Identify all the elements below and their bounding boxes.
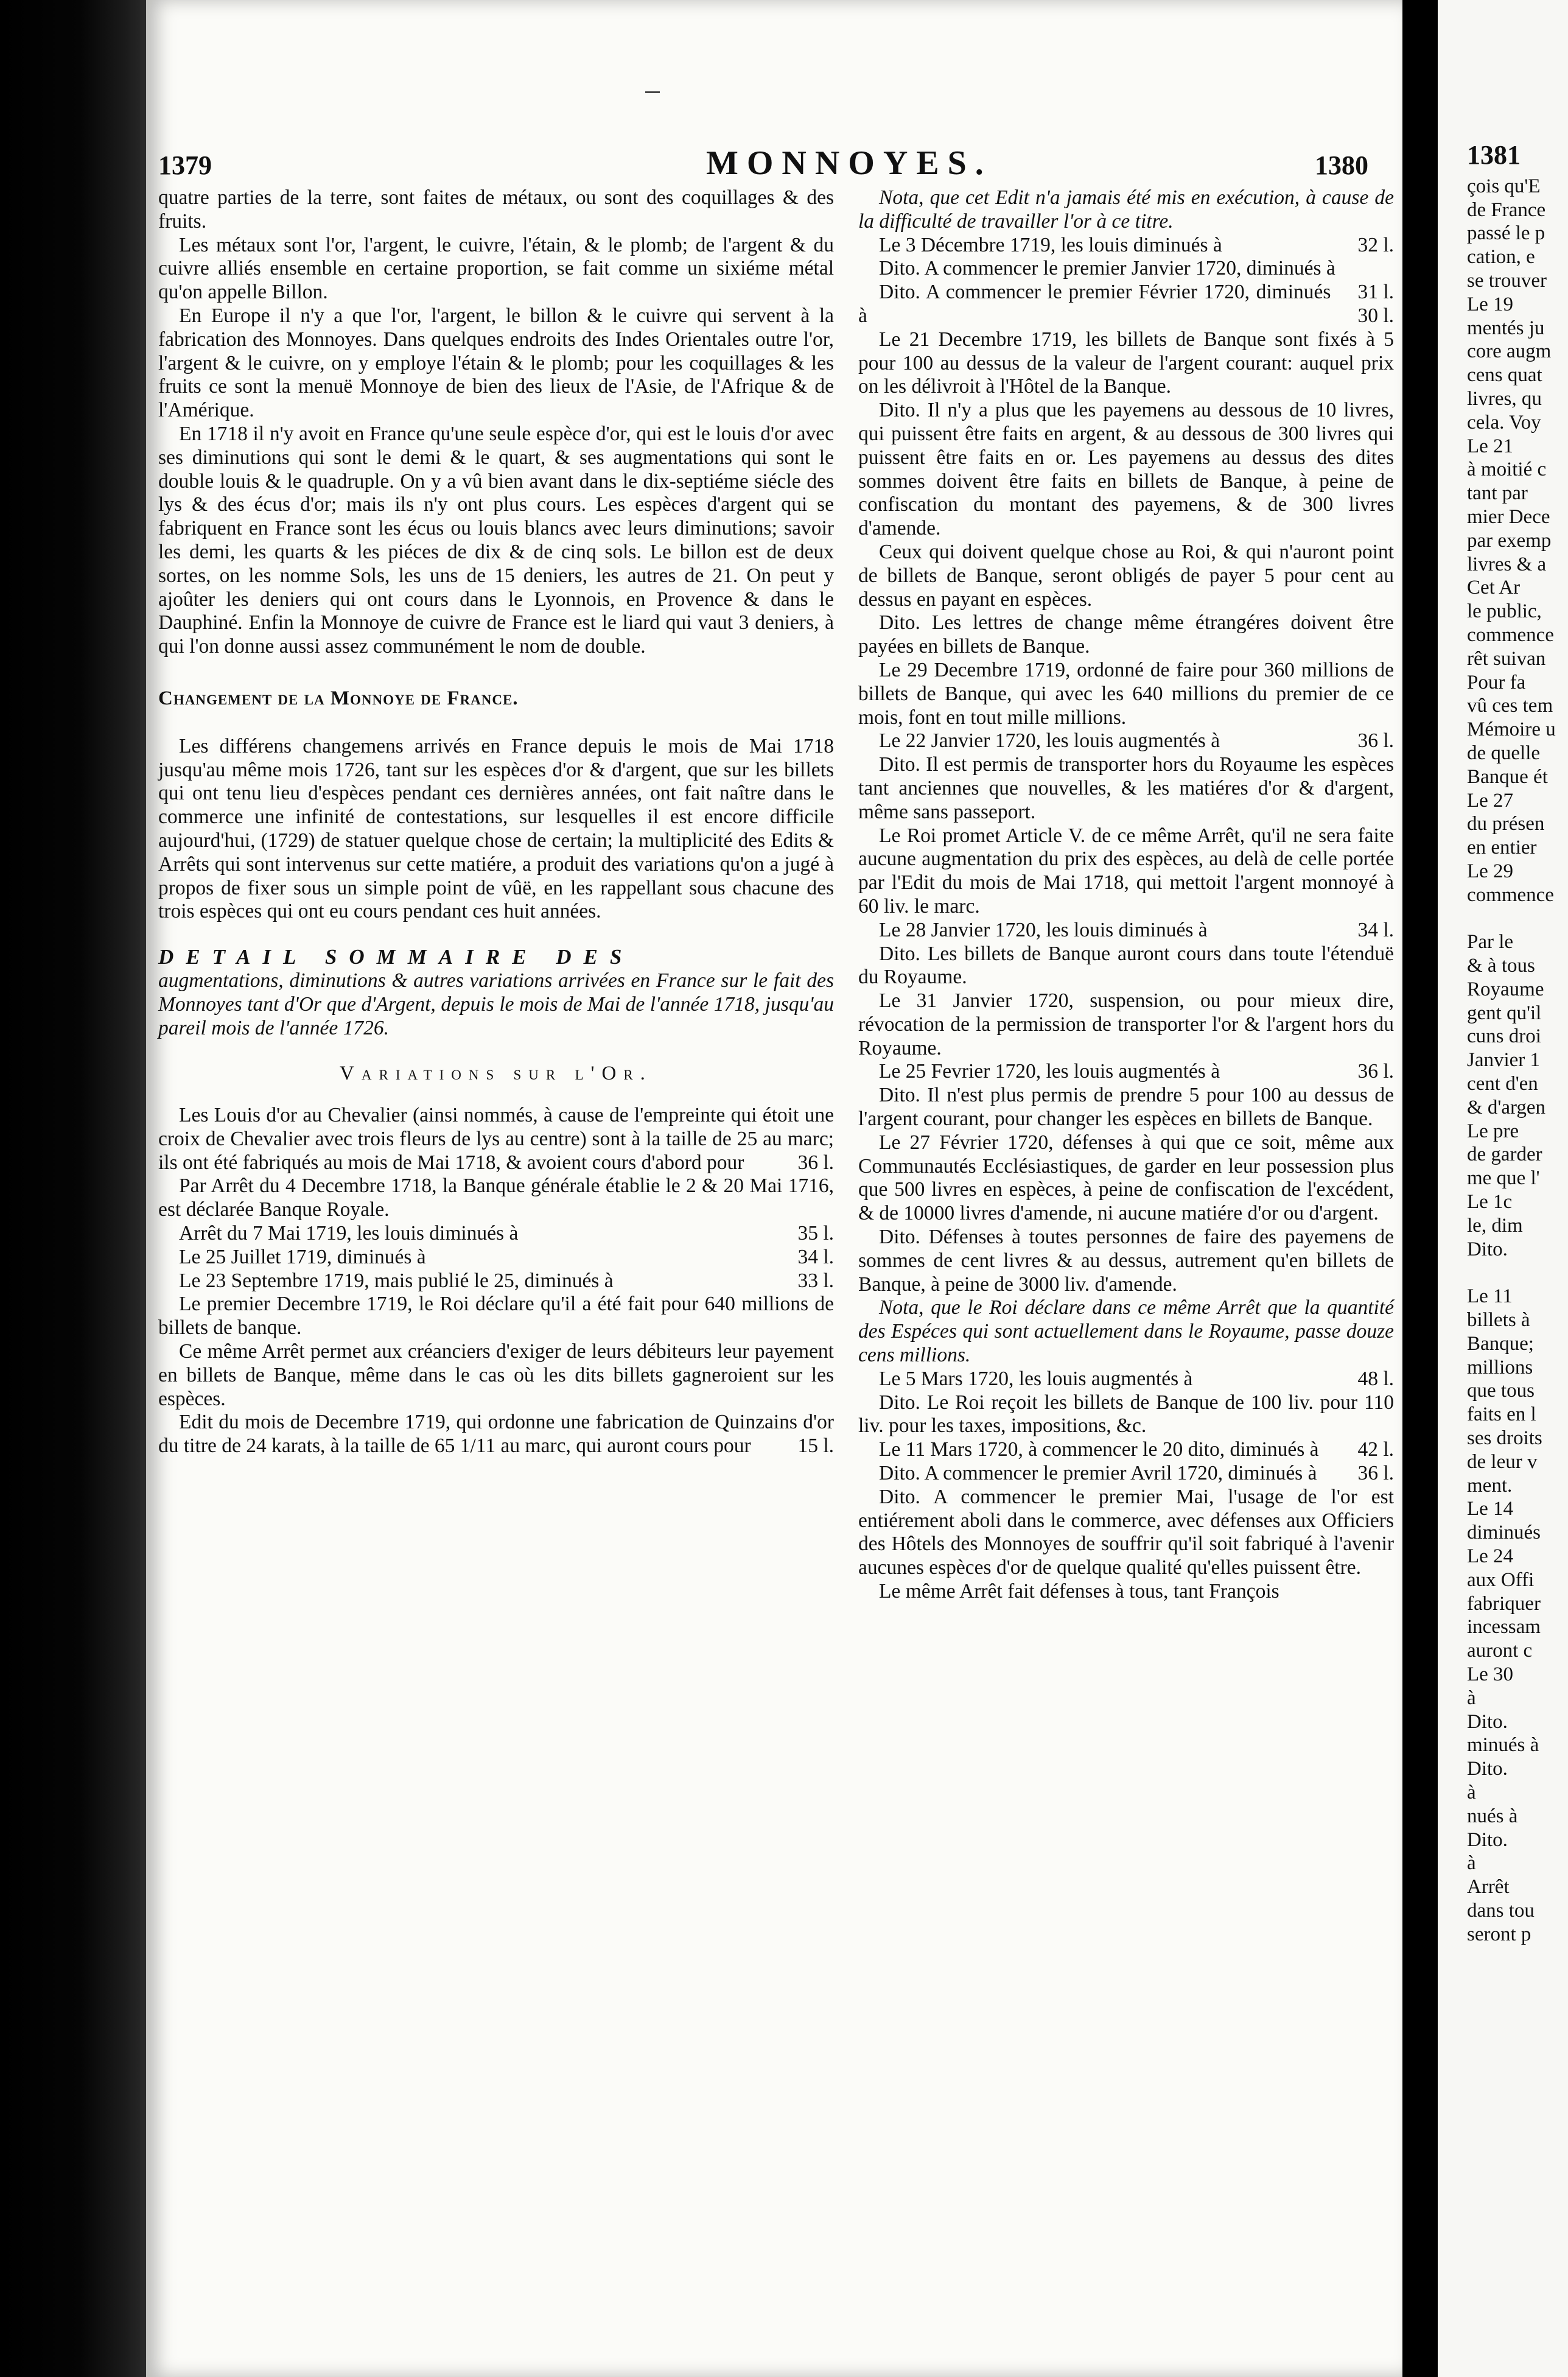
entry-text: Le 3 Décembre 1719, les louis diminués à: [879, 233, 1222, 256]
next-page-line: de garder: [1467, 1143, 1542, 1166]
amount: 30 l.: [1357, 304, 1394, 327]
next-page-line: auront c: [1467, 1640, 1533, 1662]
paragraph: Dito. Il est permis de transporter hors du Royaume les espèces tant anciennes que nouvelles, & les matiéres d'or & d'argent, même sans passeport.: [858, 753, 1394, 823]
paragraph: [158, 1246, 834, 1269]
next-page-line: ment.: [1467, 1474, 1513, 1497]
next-page-line: à: [1467, 1687, 1476, 1709]
paragraph: En 1718 il n'y avoit en France qu'une seule espèce d'or, qui est le louis d'or avec ses diminutions qui sont le demi & le quart, & ses augmentations qui sont le double louis & le quadruple. On y a vû bien avant dans le dix-septiéme siécle des lys & des écus d'or; mais ils n'y ont plus cours. Les espèces d'argent qui se fabriquent en France sont les écus ou louis blancs avec leurs diminutions; savoir les demi, les quarts & les piéces de dix & de cinq sols. Le billon est de deux sortes, on les nomme Sols, les uns de 15 deniers, les autres de 21. On peut y ajoûter les deniers qui ont cours dans le Lyonnois, en Provence & dans le Dauphiné. Enfin la Monnoye de cuivre de France est le liard qui vaut 3 deniers, à qui l'on donne aussi assez communément le nom de double.: [158, 422, 834, 658]
next-page-line: aux Offi: [1467, 1568, 1535, 1591]
next-page-line: livres & a: [1467, 553, 1547, 575]
next-page-line: mentés ju: [1467, 317, 1545, 339]
next-page-line: Par le: [1467, 931, 1514, 953]
paragraph: Les différens changemens arrivés en France depuis le mois de Mai 1718 jusqu'au même mois 1726, tant sur les espèces d'or & d'argent, que sur les billets qui ont tenu lieu d'espèces pendant ces dernières années, ont fait naître dans le commerce une infinité de contestations, sur lesquelles il est encore difficile aujourd'hui, (1729) de statuer quelque chose de certain; la multiplicité des Edits & Arrêts qui sont intervenus sur cette matiére, a produit des variations qu'on a jugé à propos de fixer sous un simple point de vûë, en les rappellant sous chacune des trois espèces qui ont eu cours pendant ces huit années.: [158, 734, 834, 923]
paragraph: [858, 1368, 1394, 1391]
next-page-line: Le pre: [1467, 1120, 1519, 1142]
next-page-line: tant par: [1467, 482, 1528, 505]
entry-text: Dito. A commencer le premier Février 1720, diminués à: [858, 281, 1331, 327]
book-gutter: [1402, 0, 1438, 2377]
paragraph: [858, 234, 1394, 258]
entry-text: Le 22 Janvier 1720, les louis augmentés à: [879, 729, 1220, 753]
paragraph: Ce même Arrêt permet aux créanciers d'exiger de leurs débiteurs leur payement en billets de Banque, même dans le cas où les dits billets gagneroient sur les espèces.: [158, 1340, 834, 1410]
section-heading: Changement de la Monnoye de France.: [158, 687, 519, 709]
paragraph: Les métaux sont l'or, l'argent, le cuivre, l'étain, & le plomb; de l'argent & du cuivre alliés ensemble en certaine proportion, se fait comme un sixiéme métal qu'on appelle Billon.: [158, 233, 834, 304]
next-page-line: cation, e: [1467, 246, 1535, 269]
paragraph: Par Arrêt du 4 Decembre 1718, la Banque générale établie le 2 & 20 Mai 1716, est déclarée Banque Royale.: [158, 1174, 834, 1221]
next-page-line: Le 24: [1467, 1545, 1514, 1568]
paragraph: [158, 1104, 834, 1174]
page-number-right: 1380: [1315, 150, 1368, 180]
next-page-line: le, dim: [1467, 1214, 1523, 1237]
next-page-line: se trouver: [1467, 269, 1547, 292]
left-page-shadow: [0, 0, 146, 2377]
amount: 34 l.: [797, 1245, 834, 1268]
next-page-line: core augm: [1467, 340, 1552, 363]
next-page-line: Royaume: [1467, 978, 1544, 1000]
paragraph: Dito. Il n'y a plus que les payemens au dessous de 10 livres, qui puissent être faits en argent, & au dessous de 300 livres qui puissent être faits en or. Les payemens au dessus des dites sommes doivent être faits en billets de Banque, à peine de confiscation du montant des payemens, & de 300 livres d'amende.: [858, 399, 1394, 540]
next-page-line: à: [1467, 1852, 1476, 1875]
paragraph: Le même Arrêt fait défenses à tous, tant François: [879, 1580, 1279, 1603]
next-page-line: à moitié c: [1467, 458, 1547, 481]
next-page-line: ses droits: [1467, 1427, 1542, 1450]
paragraph: Le 29 Decembre 1719, ordonné de faire pour 360 millions de billets de Banque, qui avec les 640 millions du premier de ce mois, font en tout mille millions.: [858, 658, 1394, 729]
next-page-line: Dito.: [1467, 1758, 1508, 1780]
paragraph: Ceux qui doivent quelque chose au Roi, & qui n'auront point de billets de Banque, seront obligés de payer 5 pour cent au dessus en payant en espèces.: [858, 540, 1394, 611]
column-left: [158, 186, 834, 1458]
next-page-line: que tous: [1467, 1380, 1535, 1402]
page-mark: [645, 91, 660, 93]
book-page: [146, 0, 1402, 2377]
next-page-line: vû ces tem: [1467, 695, 1553, 717]
next-page-column: [1467, 140, 1568, 1947]
paragraph: Dito. A commencer le premier Mai, l'usage de l'or est entiérement aboli dans le commerce, avec défenses aux Officiers des Hôtels des Monnoyes de souffrir qu'il soit fabriqué à l'avenir aucunes espèces d'or de quelque qualité qu'elles puissent être.: [858, 1485, 1394, 1579]
next-page-line: Le 1c: [1467, 1191, 1513, 1213]
running-title: MONNOYES.: [706, 144, 992, 182]
next-page-line: le public,: [1467, 600, 1542, 623]
entry-text: Arrêt du 7 Mai 1719, les louis diminués à: [179, 1222, 519, 1245]
paragraph: [858, 1438, 1394, 1462]
detail-heading: DETAIL SOMMAIRE DES: [158, 945, 634, 969]
detail-subheading: augmentations, diminutions & autres variations arrivées en France sur le fait des Monnoyes tant d'Or que d'Argent, depuis le mois de Mai de l'année 1718, jusqu'au pareil mois de l'année 1726.: [158, 969, 834, 1039]
paragraph: Le premier Decembre 1719, le Roi déclare qu'il a été fait pour 640 millions de billets de banque.: [158, 1293, 834, 1339]
next-page-line: de leur v: [1467, 1450, 1538, 1473]
next-page-line: çois qu'E: [1467, 175, 1541, 197]
page-header: [146, 144, 1402, 192]
next-page-line: par exemp: [1467, 529, 1552, 552]
paragraph: Dito. Il n'est plus permis de prendre 5 pour 100 au dessus de l'argent courant, pour changer les espèces en billets de Banque.: [858, 1084, 1394, 1131]
next-page-line: à: [1467, 1781, 1476, 1803]
next-page-line: livres, qu: [1467, 387, 1542, 410]
next-page-line: Dito.: [1467, 1710, 1508, 1733]
paragraph: En Europe il n'y a que l'or, l'argent, le billon & le cuivre qui servent à la fabrication des Monnoyes. Dans quelques endroits des Indes Orientales outre l'or, l'argent & le cuivre, on y employe l'étain & le plomb; pour les coquillages & les fruits ce sont la menuë Monnoye de bien des lieux de l'Asie, de l'Afrique & de l'Amérique.: [158, 304, 834, 422]
column-right: [858, 186, 1394, 1604]
paragraph: Le 31 Janvier 1720, suspension, ou pour mieux dire, révocation de la permission de transporter l'or & l'argent hors du Royaume.: [858, 989, 1394, 1059]
next-page-line: Le 30: [1467, 1663, 1514, 1685]
next-page-line: Le 19: [1467, 293, 1514, 315]
next-page-line: Le 14: [1467, 1498, 1514, 1520]
amount: 36 l.: [1357, 1462, 1394, 1485]
entry-text: Le 25 Juillet 1719, diminués à: [179, 1245, 426, 1268]
next-page-line: Banque ét: [1467, 765, 1548, 788]
entry-text: Le 5 Mars 1720, les louis augmentés à: [879, 1367, 1193, 1390]
amount: 32 l.: [1357, 233, 1394, 256]
next-page-line: Le 29: [1467, 860, 1514, 882]
amount: 42 l.: [1357, 1438, 1394, 1461]
next-page-line: Le 27: [1467, 789, 1514, 812]
next-page-line: dans tou: [1467, 1899, 1535, 1922]
paragraph: [858, 729, 1394, 753]
paragraph: [158, 1269, 834, 1293]
entry-text: Dito. A commencer le premier Avril 1720, diminués à: [879, 1462, 1317, 1485]
next-page-line: Cet Ar: [1467, 577, 1521, 599]
next-page-line: & à tous: [1467, 955, 1535, 977]
next-page-line: nués à: [1467, 1805, 1518, 1827]
next-page-line: diminués: [1467, 1522, 1541, 1544]
paragraph: [858, 1462, 1394, 1486]
next-page-line: de quelle: [1467, 742, 1541, 764]
paragraph: Le 21 Decembre 1719, les billets de Banque sont fixés à 5 pour 100 au dessus de la valeur de l'argent courant: auquel prix on les délivroit à l'Hôtel de la Banque.: [858, 328, 1394, 398]
amount: 31 l.: [1357, 281, 1394, 304]
entry-text: Le 28 Janvier 1720, les louis diminués à: [879, 918, 1208, 941]
paragraph: [158, 1222, 834, 1246]
page-number-next: 1381: [1467, 140, 1521, 170]
entry-text: Dito. A commencer le premier Janvier 1720, diminués à: [879, 257, 1335, 280]
next-page-line: [1467, 907, 1568, 931]
next-page-line: minués à: [1467, 1734, 1539, 1757]
next-page-line: de France: [1467, 198, 1546, 221]
next-page-line: Arrêt: [1467, 1876, 1510, 1898]
next-page-line: Dito.: [1467, 1238, 1508, 1260]
page-number-left: 1379: [158, 150, 212, 180]
next-page-line: incessam: [1467, 1616, 1541, 1638]
next-page-line: Le 21: [1467, 435, 1514, 457]
next-page-line: cent d'en: [1467, 1073, 1538, 1095]
paragraph: Le 27 Février 1720, défenses à qui que ce soit, même aux Communautés Ecclésiastiques, de garder en leur possession plus que 500 livres en espèces, à peine de confiscation de l'excédent, & de 10000 livres d'amende, ni aucune matiére d'or ou d'argent.: [858, 1131, 1394, 1225]
entry-text: Les Louis d'or au Chevalier (ainsi nommés, à cause de l'empreinte qui étoit une croix de Chevalier avec trois fleurs de lys au centre) sont à la taille de 25 au marc; ils ont été fabriqués au mois de Mai 1718, & avoient cours d'abord pour: [158, 1104, 834, 1174]
paragraph: [858, 281, 1394, 328]
amount: 34 l.: [1357, 918, 1394, 941]
next-page-line: Pour fa: [1467, 671, 1526, 693]
paragraph: Dito. Les billets de Banque auront cours dans toute l'étenduë du Royaume.: [858, 942, 1394, 989]
paragraph: Dito. Défenses à toutes personnes de faire des payemens de sommes de cent livres & au dessus, autrement qu'en billets de Banque, à peine de 3000 liv. d'amende.: [858, 1226, 1394, 1296]
next-page-line: commence: [1467, 623, 1554, 646]
paragraph: Nota, que le Roi déclare dans ce même Arrêt que la quantité des Espéces qui sont actuellement dans le Royaume, passe douze cens millions.: [858, 1296, 1394, 1367]
next-page-fragment: [1438, 0, 1568, 2377]
next-page-line: gent qu'il: [1467, 1002, 1542, 1024]
next-page-line: millions: [1467, 1356, 1533, 1378]
entry-text: Le 11 Mars 1720, à commencer le 20 dito, diminués à: [879, 1438, 1319, 1461]
entry-text: Le 23 Septembre 1719, mais publié le 25, diminués à: [179, 1269, 614, 1292]
next-page-line: Janvier 1: [1467, 1049, 1541, 1072]
next-page-line: Dito.: [1467, 1828, 1508, 1851]
paragraph: [858, 919, 1394, 943]
next-page-line: commence: [1467, 883, 1554, 906]
next-page-line: du présen: [1467, 813, 1545, 835]
amount: 35 l.: [797, 1222, 834, 1245]
next-page-line: cens quat: [1467, 364, 1542, 387]
entry-text: Le 25 Fevrier 1720, les louis augmentés à: [879, 1060, 1220, 1083]
next-page-line: mier Dece: [1467, 505, 1550, 528]
paragraph: Dito. Les lettres de change même étrangéres doivent être payées en billets de Banque.: [858, 611, 1394, 658]
paragraph: Dito. Le Roi reçoit les billets de Banque de 100 liv. pour 110 liv. pour les taxes, impositions, &c.: [858, 1391, 1394, 1438]
amount: 48 l.: [1357, 1367, 1394, 1390]
next-page-line: & d'argen: [1467, 1096, 1546, 1118]
paragraph: Nota, que cet Edit n'a jamais été mis en exécution, à cause de la difficulté de travailler l'or à ce titre.: [858, 186, 1394, 233]
next-page-line: Le 11: [1467, 1285, 1513, 1308]
next-page-line: Mémoire u: [1467, 718, 1556, 741]
paragraph: Le Roi promet Article V. de ce même Arrêt, qu'il ne sera faite aucune augmentation du prix des espèces, au delà de celle portée par l'Edit du mois de Mai 1718, qui mettoit l'argent monnoyé à 60 liv. le marc.: [858, 824, 1394, 918]
amount: 33 l.: [797, 1269, 834, 1292]
variations-heading: Variations sur l'Or.: [340, 1062, 653, 1085]
next-page-line: cuns droi: [1467, 1025, 1541, 1048]
next-page-line: [1467, 1261, 1568, 1285]
next-page-line: seront p: [1467, 1923, 1531, 1945]
next-page-line: faits en l: [1467, 1403, 1536, 1426]
next-page-line: me que l': [1467, 1167, 1540, 1190]
paragraph: [858, 1060, 1394, 1084]
amount: 15 l.: [797, 1434, 834, 1458]
amount: 36 l.: [797, 1151, 834, 1174]
paragraph: quatre parties de la terre, sont faites de métaux, ou sont des coquillages & des fruits.: [158, 186, 834, 233]
next-page-line: fabriquer: [1467, 1592, 1541, 1615]
paragraph: [158, 1411, 834, 1458]
next-page-line: en entier: [1467, 837, 1537, 859]
next-page-line: cela. Voy: [1467, 411, 1541, 434]
next-page-line: billets à: [1467, 1309, 1530, 1332]
next-page-line: Banque;: [1467, 1332, 1534, 1355]
entry-text: Edit du mois de Decembre 1719, qui ordonne une fabrication de Quinzains d'or du titre de 24 karats, à la taille de 65 1/11 au marc, qui auront cours pour: [158, 1411, 834, 1458]
next-page-line: rêt suivan: [1467, 647, 1546, 670]
amount: 36 l.: [1357, 1060, 1394, 1083]
next-page-line: passé le p: [1467, 222, 1545, 245]
amount: 36 l.: [1357, 729, 1394, 753]
